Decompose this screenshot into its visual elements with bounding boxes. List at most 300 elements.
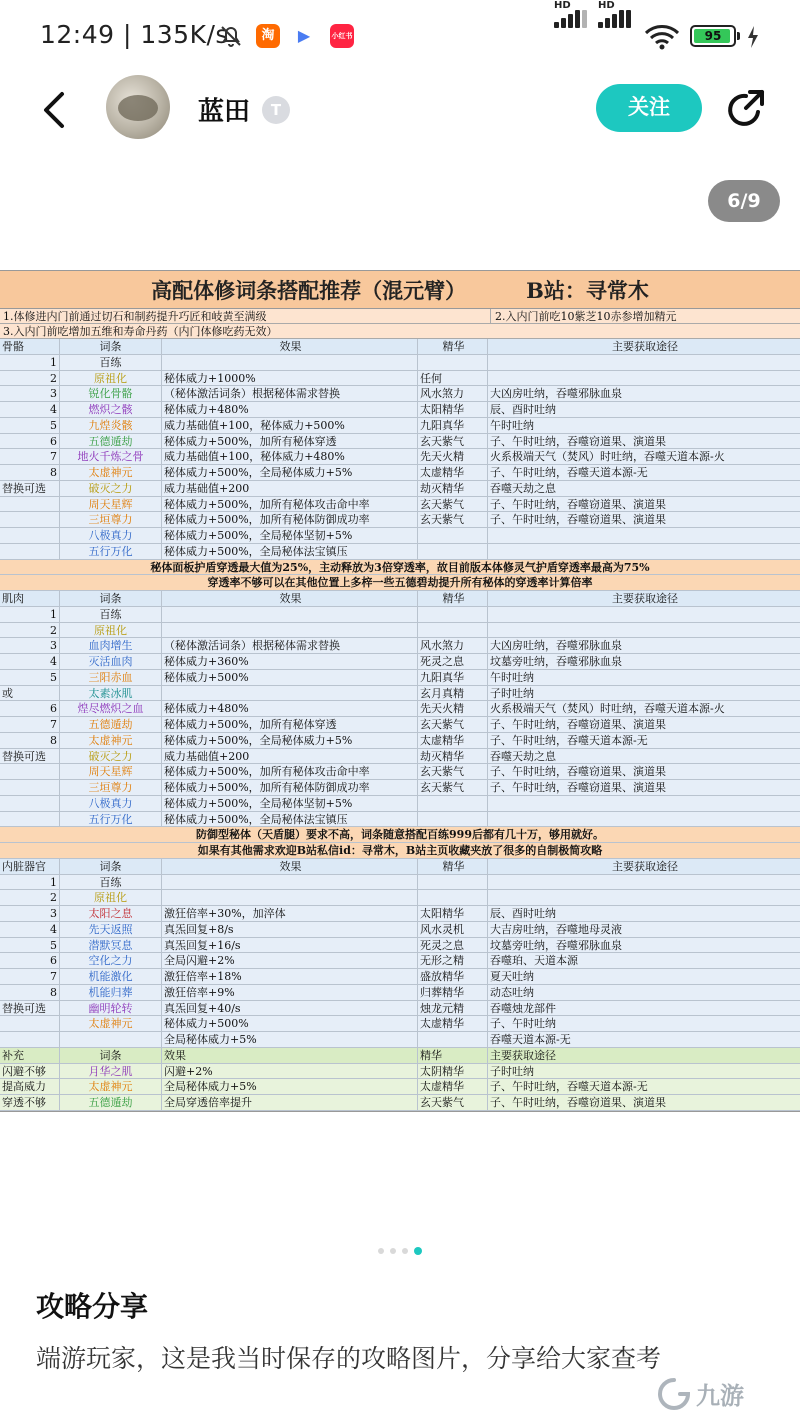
source-cell: 午时吐纳	[490, 670, 534, 684]
slot-cell: 闪避不够	[0, 1064, 60, 1079]
slot-cell	[0, 528, 60, 543]
table-row	[0, 1001, 800, 1017]
battery-icon: 95	[690, 25, 736, 47]
entry-name: 煌尽燃炽之血	[60, 701, 162, 716]
source-cell	[488, 607, 800, 622]
effect-cell: 秘体威力+500%，全局秘体法宝镇压	[162, 812, 418, 827]
source-cell: 子时吐纳	[490, 686, 534, 700]
header-cell: 主要获取途径	[612, 340, 678, 353]
essence-cell: 先天火精	[418, 701, 488, 716]
source-cell: 子、午时吐纳，吞噬窃道果、演道果	[490, 1096, 666, 1109]
effect-cell: 全局穿透倍率提升	[162, 1095, 418, 1110]
source-cell: 坟墓旁吐纳，吞噬邪脉血泉	[490, 655, 622, 668]
entry-name: 百练	[60, 355, 162, 370]
slot-cell: 1	[0, 875, 60, 890]
slot-cell: 3	[0, 386, 60, 401]
essence-cell: 玄天紫气	[418, 780, 488, 795]
source-cell: 子、午时吐纳，吞噬窃道果、演道果	[490, 513, 666, 527]
entry-name: 八极真力	[60, 796, 162, 811]
essence-cell: 玄天紫气	[418, 497, 488, 512]
slot-cell	[0, 1032, 60, 1047]
essence-cell: 玄月真精	[418, 686, 488, 701]
entry-name: 九煌炎骸	[60, 418, 162, 433]
effect-cell: 全局秘体威力+5%	[162, 1032, 418, 1047]
entry-name: 太虚神元	[60, 1079, 162, 1094]
table-row	[0, 1064, 800, 1080]
entry-name: 五行万化	[60, 544, 162, 559]
table-row	[0, 906, 800, 922]
header-cell: 内脏器官	[0, 859, 60, 874]
source-cell: 吞噬珀、天道本源	[490, 954, 578, 968]
essence-cell	[418, 544, 488, 559]
header-cell: 精华	[418, 339, 488, 354]
essence-cell: 太阳精华	[418, 906, 488, 921]
essence-cell: 太虚精华	[418, 1079, 488, 1094]
essence-cell	[418, 812, 488, 827]
source-cell: 子、午时吐纳，吞噬天道本源-无	[490, 466, 648, 479]
source-cell: 大吉房吐纳，吞噬地母灵液	[490, 922, 622, 936]
source-cell	[488, 796, 800, 811]
source-cell: 吞噬烛龙部件	[490, 1001, 556, 1015]
slot-cell: 8	[0, 465, 60, 480]
slot-cell	[0, 544, 60, 559]
wifi-icon	[644, 24, 680, 50]
entry-name: 月华之肌	[60, 1064, 162, 1079]
essence-cell: 九阳真华	[418, 670, 488, 685]
essence-cell: 死灵之息	[418, 938, 488, 953]
source-cell: 火系极端天气（焚风）时吐纳，吞噬天道本源-火	[490, 450, 725, 464]
slot-cell: 5	[0, 418, 60, 433]
slot-cell: 4	[0, 402, 60, 417]
guide-notice: 秘体面板护盾穿透最大值为25%，主动释放为3倍穿透率，故目前版本体修灵气护盾穿透率最高为75%	[0, 560, 800, 576]
table-row	[0, 969, 800, 985]
effect-cell: 秘体威力+500%，全局秘体法宝镇压	[162, 544, 418, 559]
slot-cell: 2	[0, 890, 60, 905]
effect-cell: 秘体威力+500%，加所有秘体穿透	[162, 434, 418, 449]
essence-cell	[418, 355, 488, 370]
header-cell: 主要获取途径	[612, 592, 678, 605]
table-row	[0, 890, 800, 906]
slot-cell: 8	[0, 733, 60, 748]
source-cell: 子、午时吐纳，吞噬窃道果、演道果	[490, 718, 666, 731]
source-cell	[488, 528, 800, 543]
effect-cell: 秘体威力+1000%	[162, 371, 418, 386]
table-header	[0, 591, 800, 607]
slot-cell: 1	[0, 355, 60, 370]
entry-name: 周天星辉	[60, 497, 162, 512]
slot-cell: 或	[0, 686, 60, 701]
slot-cell: 7	[0, 449, 60, 464]
essence-cell	[418, 528, 488, 543]
essence-cell: 归葬精华	[418, 985, 488, 1000]
table-row	[0, 528, 800, 544]
entry-name: 百练	[60, 875, 162, 890]
header-cell: 词条	[60, 339, 162, 354]
effect-cell: 秘体威力+500%，全局秘体威力+5%	[162, 465, 418, 480]
entry-name: 原祖化	[60, 890, 162, 905]
effect-cell: 秘体威力+500%	[162, 670, 418, 685]
effect-cell: 秘体威力+480%	[162, 701, 418, 716]
table-row	[0, 418, 800, 434]
essence-cell: 太阴精华	[418, 1064, 488, 1079]
essence-cell: 玄天紫气	[418, 434, 488, 449]
entry-name: 太虚神元	[60, 465, 162, 480]
table-row	[0, 434, 800, 450]
avatar[interactable]	[106, 75, 170, 139]
essence-cell: 风水灵机	[418, 922, 488, 937]
guide-note: 1.体修进内门前通过切石和制药提升巧匠和岐黄至满级 2.入内门前吃10紫芝10赤参增加精元	[0, 309, 800, 324]
slot-cell: 8	[0, 985, 60, 1000]
essence-cell: 玄天紫气	[418, 764, 488, 779]
slot-cell: 6	[0, 434, 60, 449]
table-row	[0, 607, 800, 623]
charging-icon	[746, 26, 760, 48]
image-pager	[0, 1248, 800, 1258]
essence-cell: 劫灭精华	[418, 749, 488, 764]
follow-button[interactable]: 关注	[596, 84, 702, 132]
entry-name: 血肉增生	[60, 638, 162, 653]
header-cell: 效果	[162, 339, 418, 354]
table-row	[0, 1016, 800, 1032]
entry-name: 幽明轮转	[60, 1001, 162, 1016]
entry-name: 机能归葬	[60, 985, 162, 1000]
essence-cell: 太虚精华	[418, 465, 488, 480]
source-cell: 坟墓旁吐纳，吞噬邪脉血泉	[490, 938, 622, 952]
xiaohongshu-icon: 小红书	[330, 24, 354, 48]
table-row	[0, 544, 800, 560]
entry-name: 周天星辉	[60, 764, 162, 779]
effect-cell: 秘体威力+500%，全局秘体威力+5%	[162, 733, 418, 748]
slot-cell: 2	[0, 371, 60, 386]
effect-cell: 真炁回复+16/s	[162, 938, 418, 953]
table-header	[0, 859, 800, 875]
table-row	[0, 749, 800, 765]
guide-note: 3.入内门前吃增加五维和寿命丹药（内门体修吃药无效）	[0, 324, 800, 339]
table-row	[0, 512, 800, 528]
slot-cell: 2	[0, 623, 60, 638]
header-cell: 词条	[60, 859, 162, 874]
table-row	[0, 764, 800, 780]
essence-cell: 太虚精华	[418, 733, 488, 748]
entry-name: 潜默冥息	[60, 938, 162, 953]
essence-cell: 死灵之息	[418, 654, 488, 669]
table-row	[0, 654, 800, 670]
entry-name: 三阳赤血	[60, 670, 162, 685]
header-cell: 精华	[418, 591, 488, 606]
essence-cell: 风水煞力	[418, 638, 488, 653]
slot-cell: 6	[0, 953, 60, 968]
table-row	[0, 717, 800, 733]
back-arrow-icon[interactable]	[36, 88, 76, 132]
essence-cell: 玄天紫气	[418, 717, 488, 732]
essence-cell: 九阳真华	[418, 418, 488, 433]
user-level-badge: T	[262, 96, 290, 124]
slot-cell: 替换可选	[0, 481, 60, 496]
source-cell	[488, 371, 800, 386]
essence-cell: 任何	[418, 371, 488, 386]
entry-name: 太虚神元	[60, 733, 162, 748]
slot-cell: 3	[0, 906, 60, 921]
table-row	[0, 875, 800, 891]
share-icon[interactable]	[724, 88, 768, 132]
slot-cell	[0, 764, 60, 779]
effect-cell	[162, 890, 418, 905]
effect-cell: 秘体威力+500%，加所有秘体攻击命中率	[162, 764, 418, 779]
source-cell: 吞噬天劫之息	[490, 481, 556, 495]
effect-cell: 秘体威力+500%，加所有秘体穿透	[162, 717, 418, 732]
source-cell: 子、午时吐纳，吞噬窃道果、演道果	[490, 781, 666, 794]
source-cell	[488, 890, 800, 905]
table-row	[0, 796, 800, 812]
svg-text:九游: 九游	[696, 1382, 744, 1410]
source-cell: 夏天吐纳	[490, 970, 534, 983]
table-header	[0, 1048, 800, 1064]
slot-cell: 提高威力	[0, 1079, 60, 1094]
slot-cell	[0, 796, 60, 811]
slot-cell: 1	[0, 607, 60, 622]
entry-name: 八极真力	[60, 528, 162, 543]
entry-name: 破灭之力	[60, 481, 162, 496]
guide-image[interactable]	[0, 270, 800, 1112]
effect-cell: 真炁回复+8/s	[162, 922, 418, 937]
table-row	[0, 371, 800, 387]
effect-cell: 激狂倍率+30%，加淬体	[162, 906, 418, 921]
pager-dot	[414, 1247, 422, 1255]
source-cell: 动态吐纳	[490, 985, 534, 999]
guide-notice: 防御型秘体（天盾腿）要求不高，词条随意搭配百练999后都有几十万，够用就好。	[0, 827, 800, 843]
effect-cell: 全局秘体威力+5%	[162, 1079, 418, 1094]
table-header	[0, 339, 800, 355]
slot-cell: 7	[0, 969, 60, 984]
entry-name	[60, 1032, 162, 1047]
effect-cell: （秘体激活词条）根据秘体需求替换	[162, 638, 418, 653]
entry-name: 机能激化	[60, 969, 162, 984]
table-row	[0, 701, 800, 717]
slot-cell	[0, 780, 60, 795]
table-row	[0, 638, 800, 654]
header-cell: 精华	[418, 1048, 488, 1063]
source-cell: 大凶房吐纳，吞噬邪脉血泉	[490, 639, 622, 653]
entry-name: 五行万化	[60, 812, 162, 827]
entry-name: 锐化骨骼	[60, 386, 162, 401]
slot-cell: 替换可选	[0, 1001, 60, 1016]
table-row	[0, 780, 800, 796]
header-cell: 肌肉	[0, 591, 60, 606]
pager-dot	[402, 1248, 408, 1254]
header-cell: 补充	[0, 1048, 60, 1063]
source-cell	[488, 355, 800, 370]
essence-cell: 无形之精	[418, 953, 488, 968]
slot-cell	[0, 497, 60, 512]
effect-cell: 闪避+2%	[162, 1064, 418, 1079]
effect-cell: 秘体威力+480%	[162, 402, 418, 417]
header-cell: 主要获取途径	[612, 859, 678, 873]
entry-name: 百练	[60, 607, 162, 622]
source-cell: 子、午时吐纳，吞噬窃道果、演道果	[490, 434, 666, 448]
entry-name: 原祖化	[60, 623, 162, 638]
entry-name: 三垣尊力	[60, 780, 162, 795]
table-row	[0, 1095, 800, 1111]
slot-cell: 5	[0, 938, 60, 953]
table-row	[0, 686, 800, 702]
source-cell: 子、午时吐纳	[490, 1017, 556, 1031]
source-cell	[488, 875, 800, 890]
post-header	[0, 74, 800, 148]
table-row	[0, 386, 800, 402]
entry-name: 三垣尊力	[60, 512, 162, 527]
effect-cell: 秘体威力+500%，全局秘体坚韧+5%	[162, 796, 418, 811]
header-cell: 效果	[162, 859, 418, 874]
entry-name: 原祖化	[60, 371, 162, 386]
source-cell: 子时吐纳	[490, 1064, 534, 1078]
effect-cell: 威力基础值+200	[162, 481, 418, 496]
slot-cell: 替换可选	[0, 749, 60, 764]
effect-cell: 秘体威力+500%，加所有秘体防御成功率	[162, 512, 418, 527]
table-row	[0, 623, 800, 639]
source-cell: 吞噬天道本源-无	[490, 1033, 571, 1046]
table-row	[0, 733, 800, 749]
table-row	[0, 449, 800, 465]
effect-cell: 威力基础值+100，秘体威力+480%	[162, 449, 418, 464]
essence-cell: 烛龙元精	[418, 1001, 488, 1016]
source-cell: 辰、酉时吐纳	[490, 907, 556, 920]
effect-cell	[162, 686, 418, 701]
essence-cell: 先天火精	[418, 449, 488, 464]
header-cell: 词条	[60, 1048, 162, 1063]
entry-name: 五德遁劫	[60, 1095, 162, 1110]
effect-cell	[162, 875, 418, 890]
header-cell: 效果	[162, 1048, 418, 1063]
entry-name: 五德遁劫	[60, 434, 162, 449]
effect-cell: 秘体威力+500%，全局秘体坚韧+5%	[162, 528, 418, 543]
table-row	[0, 355, 800, 371]
essence-cell: 盛放精华	[418, 969, 488, 984]
effect-cell	[162, 355, 418, 370]
entry-name: 太虚神元	[60, 1016, 162, 1031]
table-row	[0, 938, 800, 954]
slot-cell: 4	[0, 922, 60, 937]
post-title: 攻略分享	[36, 1290, 149, 1323]
effect-cell: 激狂倍率+9%	[162, 985, 418, 1000]
taobao-icon: 淘	[256, 24, 280, 48]
slot-cell	[0, 812, 60, 827]
essence-cell: 玄天紫气	[418, 512, 488, 527]
guide-notice: 如果有其他需求欢迎B站私信id：寻常木，B站主页收藏夹放了很多的自制极简攻略	[0, 843, 800, 859]
entry-name: 太阳之息	[60, 906, 162, 921]
source-cell	[488, 812, 800, 827]
source-cell	[488, 544, 800, 559]
table-row	[0, 953, 800, 969]
table-row	[0, 1032, 800, 1048]
effect-cell: 秘体威力+500%	[162, 1016, 418, 1031]
entry-name: 太素冰肌	[60, 686, 162, 701]
effect-cell: 全局闪避+2%	[162, 953, 418, 968]
source-cell: 子、午时吐纳，吞噬窃道果、演道果	[490, 497, 666, 511]
slot-cell: 3	[0, 638, 60, 653]
table-row	[0, 985, 800, 1001]
essence-cell: 劫灭精华	[418, 481, 488, 496]
status-bar: 12:49 | 135K/s 淘 ▶ 小红书 HD HD 95	[0, 0, 800, 74]
source-cell: 子、午时吐纳，吞噬天道本源-无	[490, 1080, 648, 1094]
source-cell	[488, 623, 800, 638]
essence-cell	[418, 890, 488, 905]
pager-dot	[378, 1248, 384, 1254]
watermark-logo	[656, 1372, 776, 1416]
guide-title: 高配体修词条搭配推荐（混元臂） B站：寻常木	[0, 271, 800, 309]
source-cell: 子、午时吐纳，吞噬天道本源-无	[490, 733, 648, 747]
entry-name: 破灭之力	[60, 749, 162, 764]
header-cell: 精华	[418, 859, 488, 874]
essence-cell	[418, 607, 488, 622]
effect-cell: 秘体威力+500%，加所有秘体攻击命中率	[162, 497, 418, 512]
entry-name: 空化之力	[60, 953, 162, 968]
table-row	[0, 402, 800, 418]
effect-cell: 威力基础值+200	[162, 749, 418, 764]
essence-cell	[418, 1032, 488, 1047]
source-cell: 子、午时吐纳，吞噬窃道果、演道果	[490, 765, 666, 779]
source-cell: 辰、酉时吐纳	[490, 403, 556, 416]
header-cell: 效果	[162, 591, 418, 606]
author-name[interactable]: 蓝田	[198, 97, 251, 127]
essence-cell: 风水煞力	[418, 386, 488, 401]
slot-cell: 6	[0, 701, 60, 716]
source-cell: 午时吐纳	[490, 418, 534, 432]
table-row	[0, 1079, 800, 1095]
entry-name: 五德遁劫	[60, 717, 162, 732]
slot-cell: 7	[0, 717, 60, 732]
pager-dot	[390, 1248, 396, 1254]
essence-cell	[418, 623, 488, 638]
effect-cell	[162, 623, 418, 638]
effect-cell: 秘体威力+500%，加所有秘体防御成功率	[162, 780, 418, 795]
essence-cell	[418, 875, 488, 890]
essence-cell: 太阳精华	[418, 402, 488, 417]
table-row	[0, 812, 800, 828]
table-row	[0, 922, 800, 938]
source-cell: 大凶房吐纳，吞噬邪脉血泉	[490, 387, 622, 401]
table-row	[0, 497, 800, 513]
slot-cell: 4	[0, 654, 60, 669]
slot-cell: 穿透不够	[0, 1095, 60, 1110]
post-body: 端游玩家，这是我当时保存的攻略图片，分享给大家查考	[36, 1344, 662, 1373]
slot-cell	[0, 512, 60, 527]
entry-name: 灭活血肉	[60, 654, 162, 669]
entry-name: 地火千炼之骨	[60, 449, 162, 464]
table-row	[0, 481, 800, 497]
slot-cell: 5	[0, 670, 60, 685]
entry-name: 先天返照	[60, 922, 162, 937]
effect-cell: （秘体激活词条）根据秘体需求替换	[162, 386, 418, 401]
table-row	[0, 465, 800, 481]
table-row	[0, 670, 800, 686]
slot-cell	[0, 1016, 60, 1031]
effect-cell: 秘体威力+360%	[162, 654, 418, 669]
effect-cell: 激狂倍率+18%	[162, 969, 418, 984]
header-cell: 主要获取途径	[490, 1048, 556, 1062]
source-cell: 吞噬天劫之息	[490, 749, 556, 763]
essence-cell: 玄天紫气	[418, 1095, 488, 1110]
guide-notice: 穿透率不够可以在其他位置上多梓一些五德碧劫提升所有秘体的穿透率计算倍率	[0, 575, 800, 591]
header-cell: 词条	[60, 591, 162, 606]
mute-bell-icon	[218, 23, 244, 49]
header-cell: 骨骼	[0, 339, 60, 354]
clock: 12:49 | 135K/s	[40, 20, 229, 49]
entry-name: 燃炽之骸	[60, 402, 162, 417]
video-play-icon: ▶	[292, 24, 316, 48]
image-counter: 6/9	[708, 180, 780, 222]
essence-cell: 太虚精华	[418, 1016, 488, 1031]
effect-cell	[162, 607, 418, 622]
